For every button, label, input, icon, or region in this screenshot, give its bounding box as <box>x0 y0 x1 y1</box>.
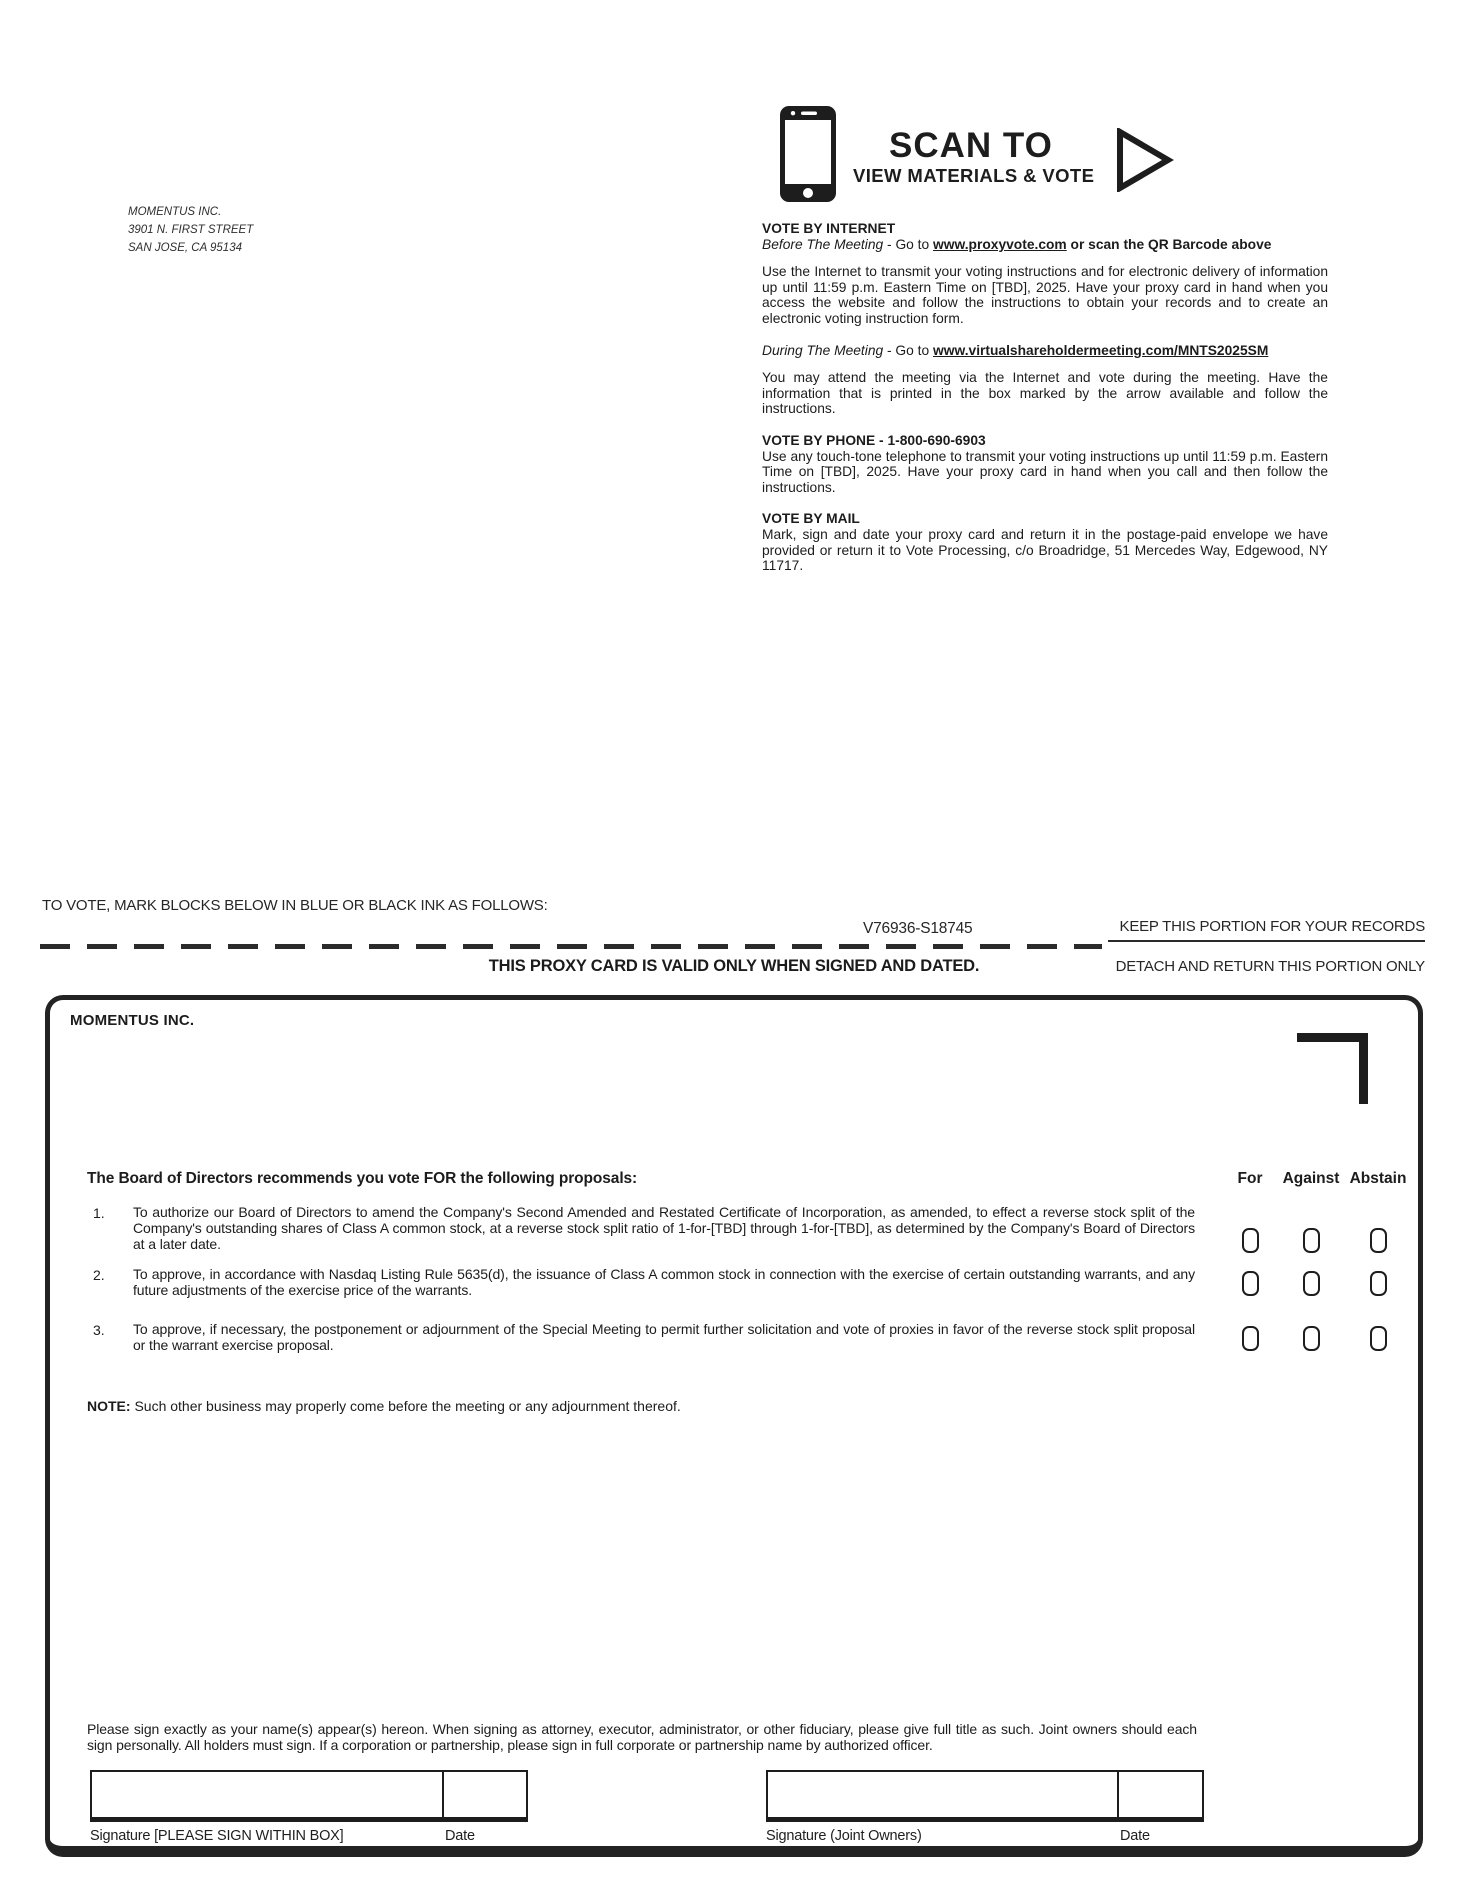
proposal-2-checkboxes <box>1218 1271 1416 1301</box>
signature-box-1[interactable] <box>90 1770 528 1822</box>
detach-portion-text: DETACH AND RETURN THIS PORTION ONLY <box>1115 958 1425 975</box>
sender-address <box>128 203 253 257</box>
board-recommendation: The Board of Directors recommends you vote FOR the following proposals: <box>87 1170 638 1187</box>
sender-company: MOMENTUS INC. <box>128 206 222 218</box>
phone-body: Use any touch-tone telephone to transmit your voting instructions up until 11:59 p.m. Eastern Time on [TBD], 2025. Have your proxy card in hand when you call and then follow the instructions. <box>762 448 1328 495</box>
during-meeting-line <box>762 343 1328 359</box>
vote-instructions-column <box>762 221 1328 590</box>
checkbox-abstain-1[interactable] <box>1370 1228 1387 1253</box>
proposal-3-number: 3. <box>93 1322 105 1338</box>
proposal-2-number: 2. <box>93 1267 105 1283</box>
right-arrow-icon <box>1116 128 1174 197</box>
vote-by-internet-heading: VOTE BY INTERNET <box>762 221 896 236</box>
control-number: V76936-S18745 <box>853 920 982 938</box>
during-meeting-goto: - Go to <box>883 342 934 358</box>
proxyvote-link[interactable]: www.proxyvote.com <box>933 236 1067 252</box>
proposal-1-text: To authorize our Board of Directors to amend the Company's Second Amended and Restated Certificate of Incorporation, as amended, to effect a reverse stock split of the Company's outstanding shares of Class A common stock, at a reverse stock split ratio of 1-for-[TBD] through 1-for-[TBD], as determined by the Company's Board of Directors at a later date. <box>133 1204 1195 1252</box>
proposal-1-number: 1. <box>93 1205 105 1221</box>
column-header-against: Against <box>1282 1170 1340 1187</box>
signature-1-label: Signature [PLEASE SIGN WITHIN BOX] <box>90 1828 344 1844</box>
column-header-for: For <box>1237 1170 1263 1187</box>
column-header-abstain: Abstain <box>1349 1170 1407 1187</box>
sign-instructions: Please sign exactly as your name(s) appear(s) hereon. When signing as attorney, executor, administrator, or other fiduciary, please give full title as such. Joint owners should each sign personally. All holders must sign. If a corporation or partnership, please sign in full corporate or partnership name by authorized officer. <box>87 1721 1197 1753</box>
before-meeting-label: Before The Meeting <box>762 236 884 252</box>
card-company-name: MOMENTUS INC. <box>70 1012 195 1029</box>
note-text: Such other business may properly come before the meeting or any adjournment thereof. <box>130 1398 681 1414</box>
scan-banner-subtitle: VIEW MATERIALS & VOTE <box>853 165 1095 186</box>
checkbox-for-2[interactable] <box>1242 1271 1259 1296</box>
internet-during-body: You may attend the meeting via the Internet and vote during the meeting. Have the information that is printed in the box marked by the arrow available and follow the instructions. <box>762 370 1328 417</box>
corner-mark <box>1297 1033 1368 1104</box>
note-label: NOTE: <box>87 1398 131 1414</box>
before-meeting-line <box>762 237 1328 253</box>
perforation-dashed-line <box>40 944 1102 949</box>
checkbox-abstain-2[interactable] <box>1370 1271 1387 1296</box>
checkbox-against-3[interactable] <box>1303 1326 1320 1351</box>
signature-2-label: Signature (Joint Owners) <box>766 1828 922 1844</box>
date-2-label: Date <box>1120 1828 1150 1844</box>
checkbox-against-1[interactable] <box>1303 1228 1320 1253</box>
date-1-label: Date <box>445 1828 475 1844</box>
mark-blocks-instruction: TO VOTE, MARK BLOCKS BELOW IN BLUE OR BLACK INK AS FOLLOWS: <box>42 897 548 914</box>
checkbox-against-2[interactable] <box>1303 1271 1320 1296</box>
before-meeting-goto: - Go to <box>883 236 934 252</box>
sender-city: SAN JOSE, CA 95134 <box>128 242 242 254</box>
scan-banner-title: SCAN TO <box>889 126 1053 165</box>
checkbox-abstain-3[interactable] <box>1370 1326 1387 1351</box>
signature-box-1-divider <box>442 1772 444 1817</box>
keep-portion-text: KEEP THIS PORTION FOR YOUR RECORDS <box>1108 918 1425 942</box>
during-meeting-label: During The Meeting <box>762 342 884 358</box>
note-line <box>87 1398 681 1414</box>
virtual-meeting-link[interactable]: www.virtualshareholdermeeting.com/MNTS2025SM <box>933 342 1269 358</box>
signature-box-2-divider <box>1117 1772 1119 1817</box>
vote-by-phone-heading: VOTE BY PHONE - 1-800-690-6903 <box>762 432 986 448</box>
sender-street: 3901 N. FIRST STREET <box>128 224 254 236</box>
valid-when-signed-note: THIS PROXY CARD IS VALID ONLY WHEN SIGNED AND DATED. <box>488 957 980 975</box>
mail-body: Mark, sign and date your proxy card and return it in the postage-paid envelope we have provided or return it to Vote Processing, c/o Broadridge, 51 Mercedes Way, Edgewood, NY 11717. <box>762 526 1328 574</box>
proposal-1-checkboxes <box>1218 1228 1416 1258</box>
signature-box-2[interactable] <box>766 1770 1204 1822</box>
proposal-2-text: To approve, in accordance with Nasdaq Listing Rule 5635(d), the issuance of Class A common stock in connection with the exercise of certain outstanding warrants, and any future adjustments of the exercise price of the warrants. <box>133 1266 1195 1298</box>
before-meeting-tail: or scan the QR Barcode above <box>1066 236 1272 252</box>
vote-column-headers <box>1218 1170 1416 1188</box>
vote-by-mail-heading: VOTE BY MAIL <box>762 511 860 527</box>
proxy-card <box>45 995 1423 1857</box>
proposal-3-text: To approve, if necessary, the postponement or adjournment of the Special Meeting to permit further solicitation and vote of proxies in favor of the reverse stock split proposal or the warrant exercise proposal. <box>133 1321 1195 1353</box>
checkbox-for-3[interactable] <box>1242 1326 1259 1351</box>
proposal-3-checkboxes <box>1218 1326 1416 1356</box>
checkbox-for-1[interactable] <box>1242 1228 1259 1253</box>
smartphone-icon <box>779 105 837 208</box>
internet-before-body: Use the Internet to transmit your voting instructions and for electronic delivery of information up until 11:59 p.m. Eastern Time on [TBD], 2025. Have your proxy card in hand when you access the website and follow the instructions to obtain your records and to create an electronic voting instruction form. <box>762 264 1328 326</box>
